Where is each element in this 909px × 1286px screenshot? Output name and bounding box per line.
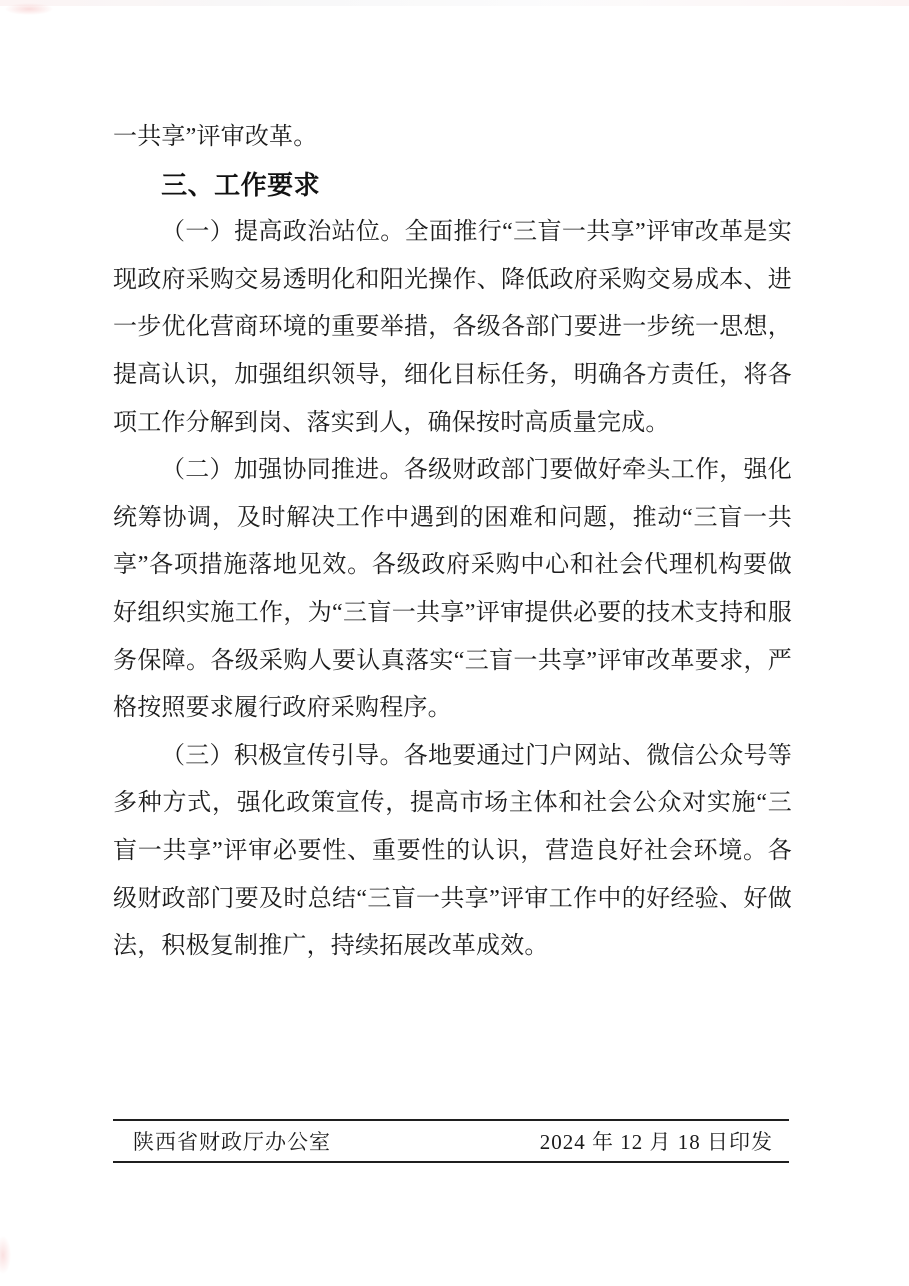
colophon-row xyxy=(113,1121,789,1161)
paragraph-coordinated-promotion: （二）加强协同推进。各级财政部门要做好牵头工作，强化统筹协调，及时解决工作中遇到的困难和问题，推动“三盲一共享”各项措施落地见效。各级政府采购中心和社会代理机构要做好组织实施工作，为“三盲一共享”评审提供必要的技术支持和服务保障。各级采购人要认真落实“三盲一共享”评审改革要求，严格按照要求履行政府采购程序。 xyxy=(113,457,792,722)
paragraph-publicity-guidance: （三）积极宣传引导。各地要通过门户网站、微信公众号等多种方式，强化政策宣传，提高市场主体和社会公众对实施“三盲一共享”评审必要性、重要性的认识，营造良好社会环境。各级财政部门要及时总结“三盲一共享”评审工作中的好经验、好做法，积极复制推广，持续拓展改革成效。 xyxy=(113,742,792,960)
paragraph-political-positioning: （一）提高政治站位。全面推行“三盲一共享”评审改革是实现政府采购交易透明化和阳光操作、降低政府采购交易成本、进一步优化营商环境的重要举措，各级各部门要进一步统一思想，提高认识，加强组织领导，细化目标任务，明确各方责任，将各项工作分解到岗、落实到人，确保按时高质量完成。 xyxy=(113,219,792,436)
document-body xyxy=(113,114,792,971)
scan-artifact-top-left xyxy=(5,3,53,15)
issuing-office: 陕西省财政厅办公室 xyxy=(133,1130,331,1154)
scan-artifact-bottom-left xyxy=(0,1236,11,1274)
scan-artifact-top-edge xyxy=(0,0,909,6)
colophon-bottom-rule xyxy=(113,1161,789,1163)
continuation-line: 一共享”评审改革。 xyxy=(113,124,318,150)
section-heading: 三、工作要求 xyxy=(161,169,321,200)
print-date: 2024 年 12 月 18 日印发 xyxy=(539,1130,773,1154)
colophon xyxy=(113,1119,789,1163)
